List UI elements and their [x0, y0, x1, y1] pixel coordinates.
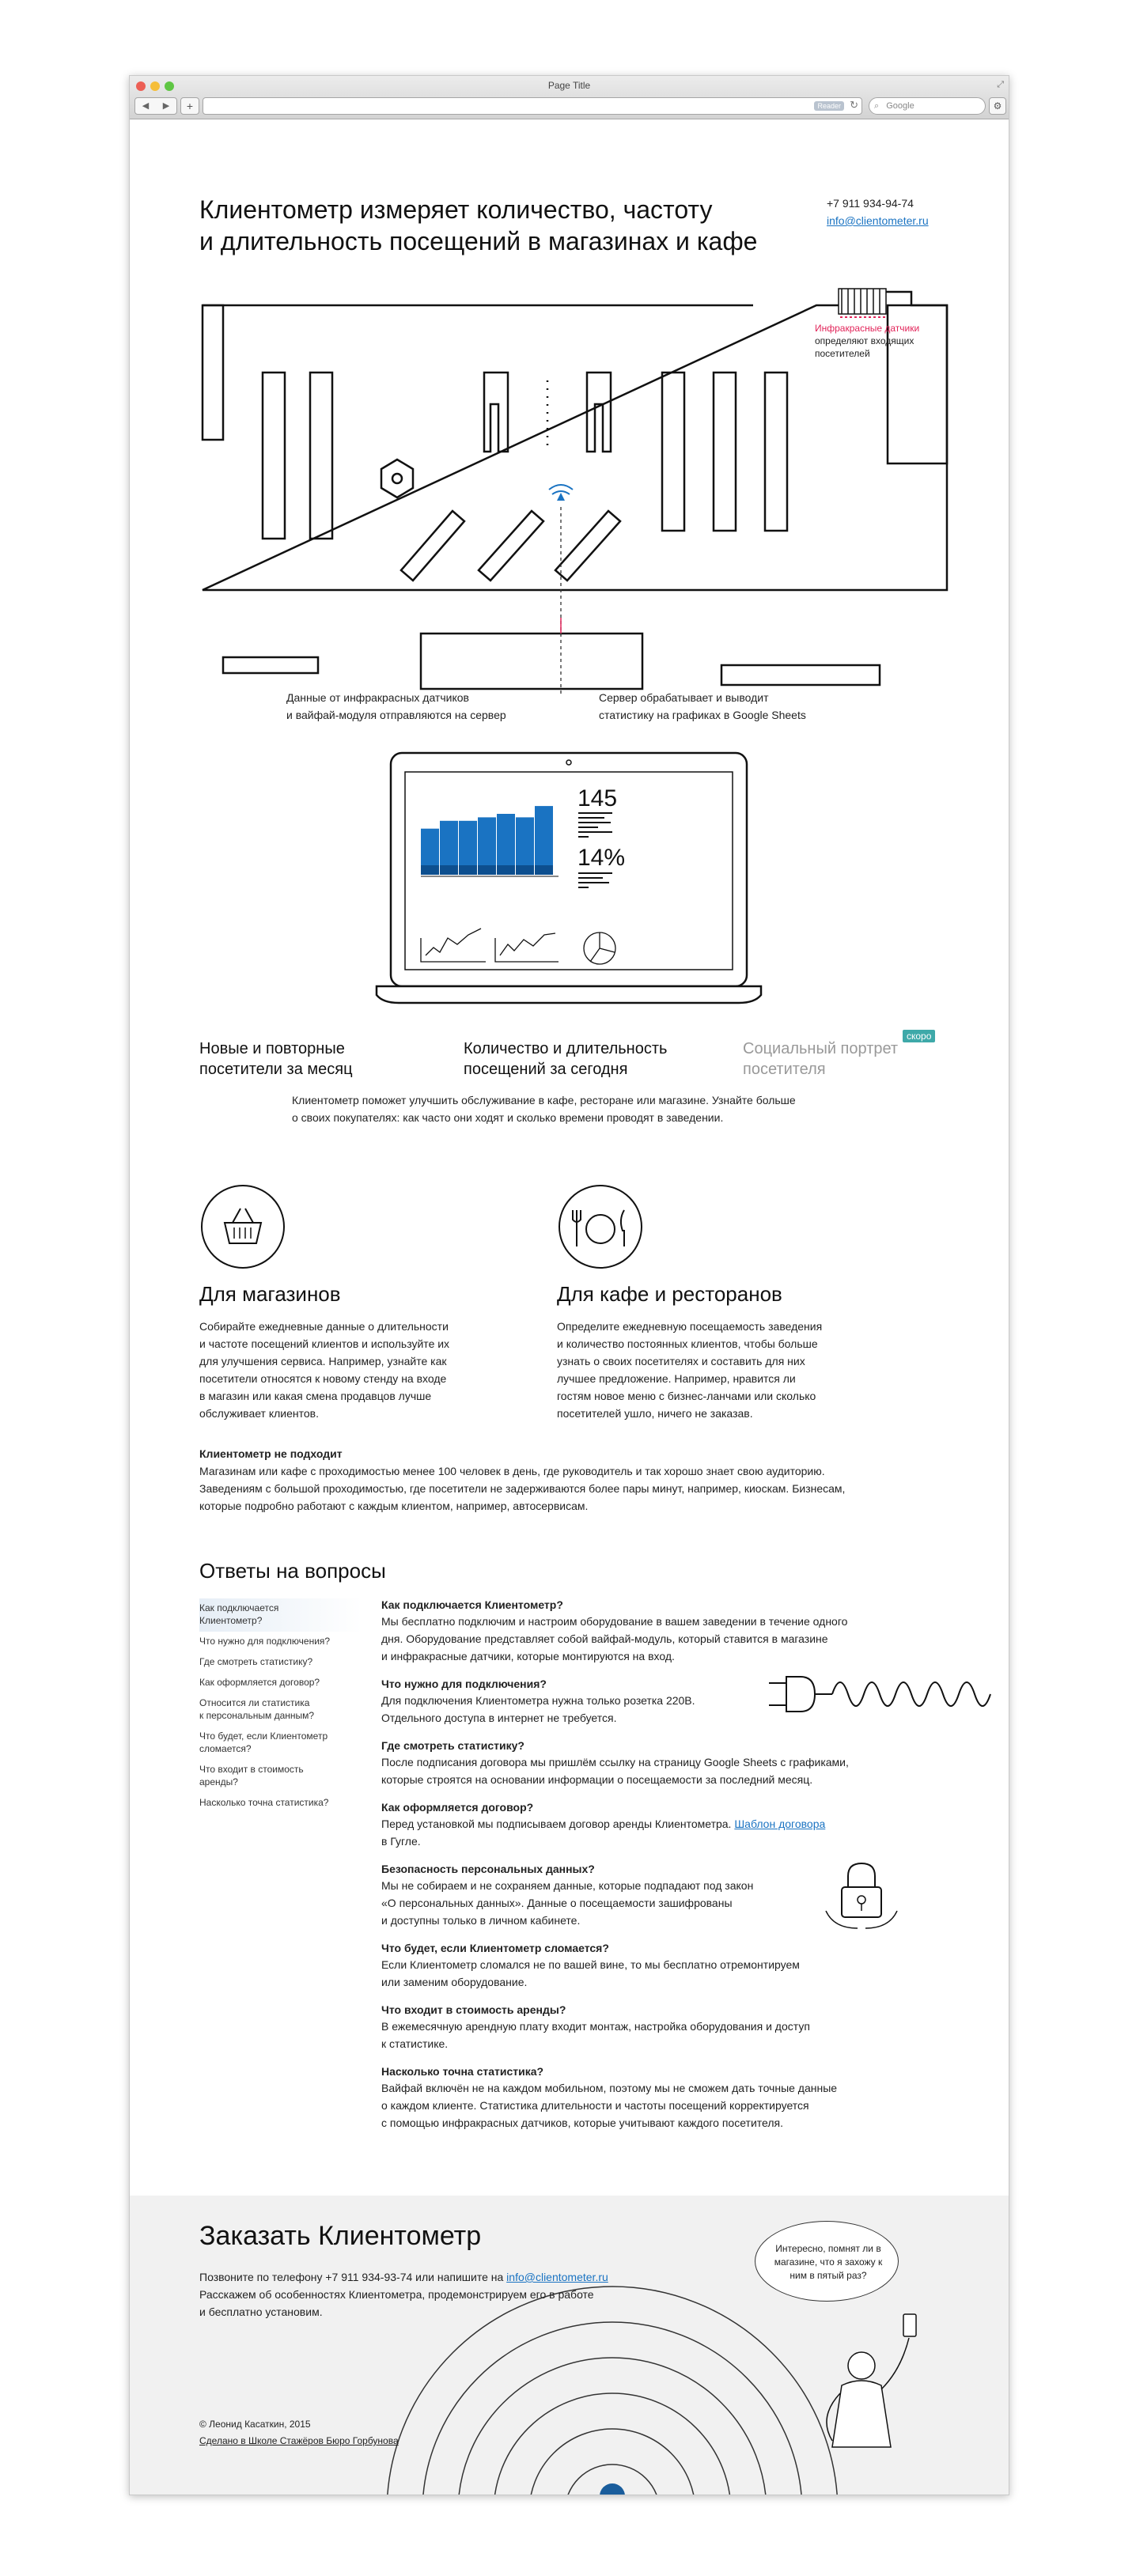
faq-nav-text: Где смотреть статистику?: [199, 1656, 313, 1667]
nav-buttons: [134, 97, 177, 115]
dashboard-bar-base: [516, 865, 534, 875]
faq-question: Безопасность персональных данных?: [381, 1863, 595, 1875]
diagonal-shelf-2: [479, 511, 543, 581]
wifi-module-icon: [549, 485, 573, 501]
faq-answer: [381, 1613, 903, 1665]
cafe-line: посетителей ушло, ничего не заказав.: [557, 1407, 753, 1420]
hero-title-line1: Клиентометр измеряет количество, частоту: [199, 195, 713, 224]
order-line2: Расскажем об особенностях Клиентометра, продемонстрируем его в работе: [199, 2288, 594, 2301]
cafe-title: Для кафе и ресторанов: [557, 1282, 782, 1306]
faq-answer-line: или заменим оборудование.: [381, 1976, 528, 1988]
faq-answer-line: Вайфай включён не на каждом мобильном, поэтому мы не сможем дать точные данные: [381, 2082, 838, 2094]
dashboard-percent: 14%: [577, 845, 626, 871]
cash-desk: [421, 634, 642, 689]
faq-question: Что нужно для подключения?: [381, 1678, 547, 1690]
faq-answer-line: Мы не собираем и не сохраняем данные, которые подпадают под закон: [381, 1879, 754, 1892]
faq-question: Насколько точна статистика?: [381, 2065, 544, 2078]
faq-answer-line: После подписания договора мы пришлём ссылку на страницу Google Sheets с графиками,: [381, 1756, 849, 1768]
faq-answer: [381, 2018, 903, 2052]
copyright: © Леонид Касаткин, 2015: [199, 2419, 311, 2430]
display-right: [587, 373, 611, 452]
faq-nav-text: Как подключается: [199, 1602, 279, 1613]
faq-nav-text: сломается?: [199, 1743, 252, 1754]
order-line1: Позвоните по телефону +7 911 934-93-74 или напишите на: [199, 2271, 504, 2283]
faq-answer-line: к статистике.: [381, 2037, 449, 2050]
hero-title-line2: и длительность посещений в магазинах и кафе: [199, 227, 758, 255]
header-email-link[interactable]: info@clientometer.ru: [827, 214, 929, 227]
shelf-2: [310, 373, 332, 539]
faq-nav-text: Насколько точна статистика?: [199, 1797, 329, 1808]
padlock-hands-icon: [818, 1855, 905, 1935]
address-bar[interactable]: [203, 97, 862, 115]
faq-question: Как подключается Клиентометр?: [381, 1598, 563, 1611]
dashboard-bar-base: [478, 865, 496, 875]
faq-answer-line: дня. Оборудование представляет собой вайфай-модуль, который ставится в магазине: [381, 1632, 828, 1645]
faq-nav-item[interactable]: [199, 1632, 362, 1652]
cafe-plate-icon: [557, 1183, 644, 1270]
faq-nav-item[interactable]: [199, 1598, 362, 1632]
contract-template-link[interactable]: Шаблон договора: [734, 1818, 826, 1830]
settings-gear-icon[interactable]: ⚙: [989, 97, 1006, 115]
unsuitable-block: [199, 1445, 845, 1515]
faq-answer-line: с помощью инфракрасных датчиков, которые учитывают каждого посетителя.: [381, 2116, 783, 2129]
flow-left-line2: и вайфай-модуля отправляются на сервер: [286, 709, 506, 721]
reload-icon[interactable]: ↻: [850, 99, 858, 111]
unsuitable-line: Заведениям с большой проходимостью, где посетители не задерживаются более пары минут, например, киоскам. Бизнесам,: [199, 1482, 846, 1495]
diagonal-shelf-3: [555, 511, 620, 581]
round-table-center: [392, 474, 402, 483]
header-phone: +7 911 934-94-74: [827, 197, 914, 210]
faq-nav-text: Как оформляется договор?: [199, 1677, 320, 1688]
dashboard-bar-base: [535, 865, 553, 875]
faq-nav-item[interactable]: [199, 1652, 362, 1673]
dashboard-bar-base: [440, 865, 458, 875]
diagonal-shelf-1: [401, 511, 464, 581]
round-table: [381, 460, 413, 497]
unsuitable-line: Магазинам или кафе с проходимостью менее 100 человек в день, где руководитель и так хорошо знает свою аудиторию.: [199, 1465, 825, 1477]
faq-nav-item[interactable]: [199, 1793, 362, 1814]
hero-title: [199, 194, 769, 257]
faq-nav-text: к персональным данным?: [199, 1710, 315, 1721]
faq-sidebar: [199, 1598, 362, 1814]
feature-new-returning: [199, 1038, 353, 1080]
faq-answer: [381, 1753, 903, 1788]
browser-window: [129, 75, 1009, 2495]
dashboard-big-number: 145: [577, 785, 618, 811]
faq-title: Ответы на вопросы: [199, 1559, 386, 1583]
flow-caption-right: [599, 689, 806, 724]
faq-item: [381, 2063, 903, 2132]
faq-nav-text: Что нужно для подключения?: [199, 1636, 331, 1647]
feature2-line1: Количество и длительность: [464, 1040, 668, 1057]
shops-title: Для магазинов: [199, 1282, 341, 1306]
shops-line: и частоте посещений клиентов и используйте их: [199, 1337, 450, 1350]
intro-line1: Клиентометр поможет улучшить обслуживание в кафе, ресторане или магазине. Узнайте больше: [292, 1094, 796, 1106]
faq-answer-line: Перед установкой мы подписываем договор аренды Клиентометра.: [381, 1818, 732, 1830]
cafe-line: узнать о своих посетителях и составить для них: [557, 1355, 805, 1367]
faq-answer-line: в Гугле.: [381, 1835, 421, 1848]
cafe-line: лучшее предложение. Например, нравится ли: [557, 1372, 796, 1385]
faq-answer-line: о каждом клиенте. Статистика длительности и частоты посещений корректируется: [381, 2099, 809, 2112]
entrance-counter: [223, 657, 318, 673]
faq-answer-line: Для подключения Клиентометра нужна только розетка 220В.: [381, 1694, 695, 1707]
unsuitable-title: Клиентометр не подходит: [199, 1447, 343, 1460]
faq-question: Что входит в стоимость аренды?: [381, 2003, 566, 2016]
shops-line: посетители относятся к новому стенду на входе: [199, 1372, 447, 1385]
header-contacts: [827, 195, 929, 229]
display-left: [484, 373, 508, 452]
dashboard-bar-base: [497, 865, 515, 875]
faq-item: [381, 1597, 903, 1665]
soon-badge: скоро: [903, 1030, 935, 1042]
feature1-line1: Новые и повторные: [199, 1040, 345, 1057]
faq-item: [381, 2002, 903, 2052]
search-placeholder: Google: [886, 101, 914, 111]
entrance-door: [839, 289, 886, 314]
faq-nav-item[interactable]: [199, 1693, 362, 1727]
cafe-line: гостям новое меню с бизнес-ланчами или сколько: [557, 1390, 816, 1402]
feature-count-duration: [464, 1038, 667, 1080]
faq-nav-item[interactable]: [199, 1727, 362, 1760]
person-illustration: [827, 2314, 916, 2447]
window-title: Page Title: [547, 80, 591, 91]
faq-answer: [381, 1956, 903, 1991]
flow-caption-left: [286, 689, 506, 724]
faq-answer-line: которые строятся на основании информации о посещаемости за последний месяц.: [381, 1773, 813, 1786]
faq-answer-line: Мы бесплатно подключим и настроим оборудование в вашем заведении в течение одного: [381, 1615, 848, 1628]
faq-question: Что будет, если Клиентометр сломается?: [381, 1942, 609, 1954]
faq-nav-text: Относится ли статистика: [199, 1697, 310, 1708]
dashboard-bar: [535, 806, 553, 875]
unsuitable-line: которые подробно работают с каждым клиентом, например, автосервисам.: [199, 1500, 589, 1512]
keyhole-icon: [600, 2483, 625, 2495]
reader-button[interactable]: Reader: [814, 101, 844, 111]
faq-item: [381, 1940, 903, 1991]
cafe-text: [557, 1318, 822, 1422]
dashboard-bar-base: [459, 865, 477, 875]
shops-line: обслуживает клиентов.: [199, 1407, 320, 1420]
order-section: [130, 2196, 1009, 2495]
sensor-caption-line3: посетителей: [815, 348, 870, 359]
sensor-caption-line1: Инфракрасные датчики: [815, 323, 920, 334]
laptop-illustration: [375, 748, 763, 1009]
feature-social-portrait: [743, 1038, 898, 1080]
shops-line: Собирайте ежедневные данные о длительности: [199, 1320, 449, 1333]
faq-answer: [381, 1815, 903, 1850]
cafe-line: Определите ежедневную посещаемость заведения: [557, 1320, 823, 1333]
faq-answer-line: Отдельного доступа в интернет не требуется.: [381, 1712, 617, 1724]
new-tab-button[interactable]: +: [180, 97, 199, 115]
flow-right-line2: статистику на графиках в Google Sheets: [599, 709, 806, 721]
faq-nav-text: Клиентометр?: [199, 1615, 263, 1626]
cafe-line: и количество постоянных клиентов, чтобы больше: [557, 1337, 818, 1350]
faq-answer-line: В ежемесячную арендную плату входит монтаж, настройка оборудования и доступ: [381, 2020, 810, 2033]
forward-icon[interactable]: ▶: [162, 101, 170, 111]
feature3-line1: Социальный портрет: [743, 1040, 899, 1057]
laptop-base: [377, 986, 761, 1003]
feature3-line2: посетителя: [743, 1061, 826, 1078]
faq-answer-line: Если Клиентометр сломался не по вашей вине, то мы бесплатно отремонтируем: [381, 1958, 800, 1971]
faq-answer-line: и доступны только в личном кабинете.: [381, 1914, 581, 1927]
faq-nav-text: Что входит в стоимость: [199, 1764, 304, 1775]
shelf-center-3: [765, 373, 787, 531]
shelf-center-1: [662, 373, 684, 531]
shelf-center-2: [714, 373, 736, 531]
order-title: Заказать Клиентометр: [199, 2221, 482, 2251]
feature1-line2: посетители за месяц: [199, 1061, 353, 1078]
faq-nav-item[interactable]: [199, 1760, 362, 1793]
shops-text: [199, 1318, 449, 1422]
faq-answer-line: «О персональных данных». Данные о посещаемости зашифрованы: [381, 1897, 733, 1909]
shops-line: в магазин или какая смена продавцов лучше: [199, 1390, 432, 1402]
fullscreen-icon[interactable]: ⤢: [997, 80, 1004, 89]
faq-question: Как оформляется договор?: [381, 1801, 534, 1814]
back-icon[interactable]: ◀: [142, 101, 150, 111]
search-icon: ⌕: [874, 101, 880, 111]
faq-question: Где смотреть статистику?: [381, 1739, 524, 1752]
intro-line2: о своих покупателях: как часто они ходят и сколько времени проводят в заведении.: [292, 1111, 724, 1124]
exit-counter: [721, 665, 880, 685]
flow-right-line1: Сервер обрабатывает и выводит: [599, 691, 769, 704]
power-plug-icon: [769, 1666, 1006, 1729]
speech-bubble-text: Интересно, помнят ли в магазине, что я захожу к ним в пятый раз?: [774, 2243, 883, 2281]
faq-item: [381, 1738, 903, 1788]
shops-line: для улучшения сервиса. Например, узнайте как: [199, 1355, 447, 1367]
order-email-link[interactable]: info@clientometer.ru: [506, 2271, 608, 2283]
shelf-1: [263, 373, 285, 539]
browser-toolbar: [130, 76, 1009, 119]
faq-nav-item[interactable]: [199, 1673, 362, 1693]
order-line3: и бесплатно установим.: [199, 2306, 323, 2318]
faq-nav-text: Что будет, если Клиентометр: [199, 1731, 328, 1742]
intro-text: [292, 1091, 796, 1126]
faq-answer-line: и инфракрасные датчики, которые монтируются на вход.: [381, 1650, 675, 1662]
flow-left-line1: Данные от инфракрасных датчиков: [286, 691, 469, 704]
search-field[interactable]: [869, 97, 986, 115]
sensor-caption-line2: определяют входящих: [815, 335, 914, 346]
speech-bubble: [755, 2221, 899, 2302]
sensor-caption: [815, 322, 933, 360]
wall-shelf-left: [203, 305, 223, 440]
faq-nav-text: аренды?: [199, 1776, 238, 1787]
made-in-link[interactable]: Сделано в Школе Стажёров Бюро Горбунова: [199, 2435, 399, 2446]
dashboard-bar-base: [421, 865, 439, 875]
faq-item: [381, 1799, 903, 1850]
order-text: [199, 2268, 608, 2321]
basket-icon: [199, 1183, 286, 1270]
faq-answer: [381, 2079, 903, 2132]
feature2-line2: посещений за сегодня: [464, 1061, 628, 1078]
